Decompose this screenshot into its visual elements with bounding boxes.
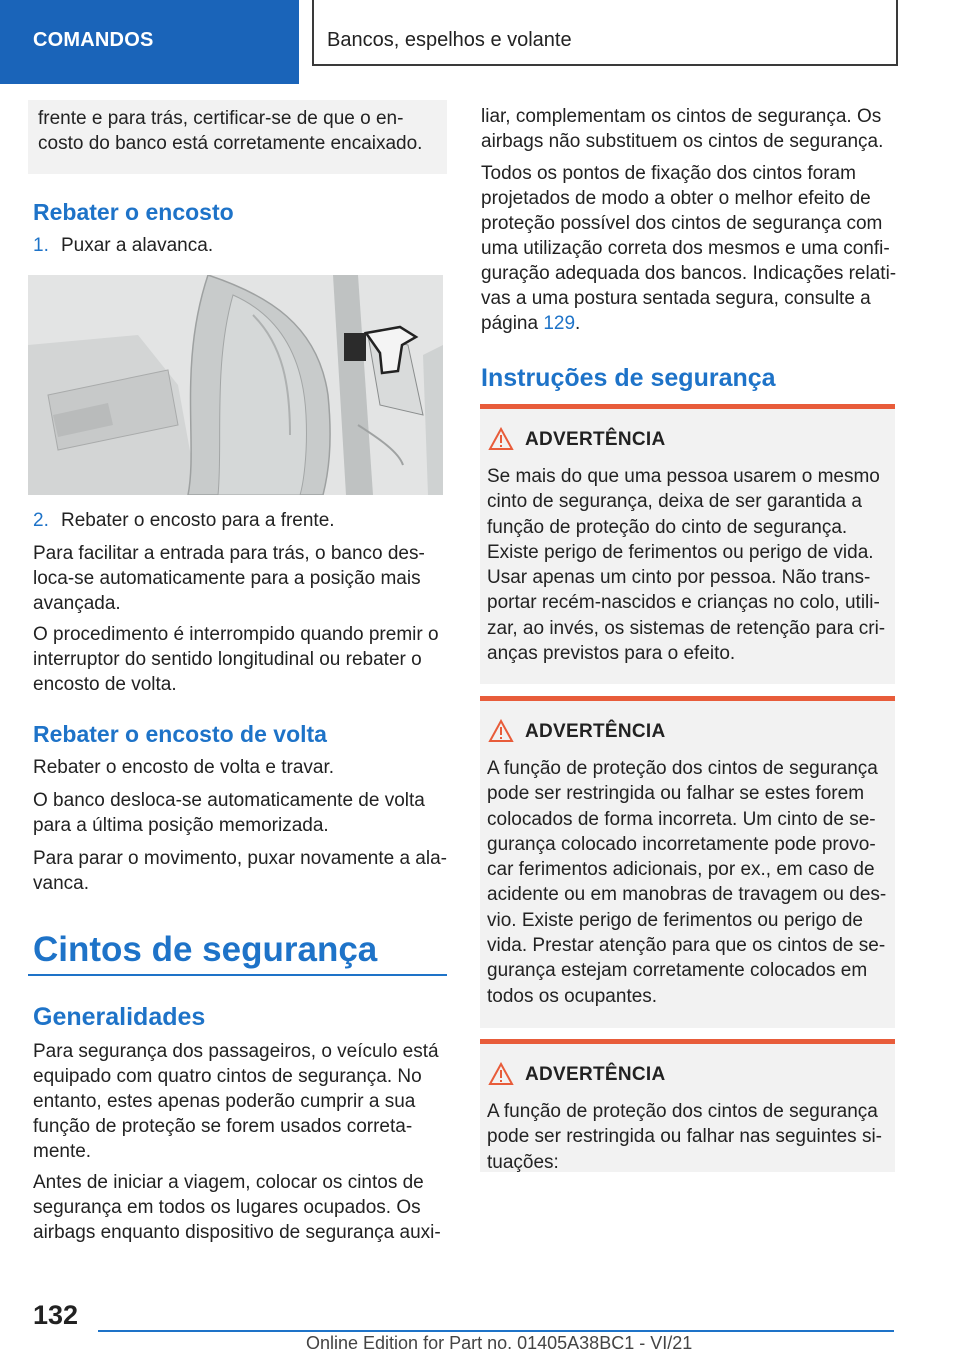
warning-label: ADVERTÊNCIA [525,429,666,450]
right-paragraph-2-text: Todos os pontos de fixação dos cintos foram projetados de modo a obter o melhor efeito de proteção possível dos cintos de segurança com uma utilização correta dos mesmos e uma confi-guração adequada dos bancos. Indicações relati-vas a uma postura sentada segura, consulte a página [481,163,897,334]
step2-number: 2. [33,510,49,531]
section-tab [0,0,299,84]
warning-text-2: A função de proteção dos cintos de segurança pode ser restringida ou falhar se estes forem colocados de forma incorreta. Um cinto de se-gurança colocado incorretamente pode provo-car ferimentos adicionais, por ex., em caso de acidente ou em manobras de travagem ou des-vio. Existe perigo de ferimentos ou perigo de vida. Prestar atenção para que os cintos de se-gurança estejam corretamente colocados em todos os ocupantes. [487,758,887,1007]
heading-rebater-volta: Rebater o encosto de volta [33,721,327,747]
seat-lever-illustration [28,275,443,495]
warning-text-3: A função de proteção dos cintos de segurança pode ser restringida ou falhar nas seguintes si-tuações: [487,1101,883,1173]
heading-generalidades: Generalidades [33,1003,206,1031]
general-paragraph-2: Antes de iniciar a viagem, colocar os cintos de segurança em todos os lugares ocupados. Os airbags enquanto dispositivo de segurança auxi- [33,1172,441,1243]
heading-underline [28,974,447,976]
chapter-header [312,0,898,66]
heading-cintos: Cintos de segurança [33,930,378,969]
warning-text-1: Se mais do que uma pessoa usarem o mesmo cinto de segurança, deixa de ser garantida a função de proteção do cinto de segurança. Existe perigo de ferimentos ou perigo de vida. Usar apenas um cinto por pessoa. Não trans-portar recém-nascidos e crianças no colo, utili-zar, ao invés, os sistemas de retenção para cri-anças previstos para o efeito. [487,466,886,665]
general-paragraph-1: Para segurança dos passageiros, o veículo está equipado com quatro cintos de segurança. No entanto, estes apenas poderão cumprir a sua função de proteção se forem usados correta-mente. [33,1041,439,1162]
right-paragraph-2-end: . [575,313,581,334]
warning-icon [488,427,514,451]
warning-box-2 [480,696,895,1028]
right-paragraph-1: liar, complementam os cintos de segurança. Os airbags não substituem os cintos de segurança. [481,106,884,152]
edition-note: Online Edition for Part no. 01405A38BC1 - VI/21 [306,1333,693,1353]
volta-paragraph-1: Rebater o encosto de volta e travar. [33,757,335,778]
footer-rule [98,1330,894,1332]
volta-paragraph-2: O banco desloca-se automaticamente de volta para a última posição memorizada. [33,790,425,836]
page-number: 132 [33,1300,79,1330]
warning-icon [488,719,514,743]
section-title: COMANDOS [33,29,154,51]
heading-rebater: Rebater o encosto [33,199,234,225]
paragraph-entry: Para facilitar a entrada para trás, o banco des-loca-se automaticamente para a posição mais avançada. [33,543,425,614]
right-paragraph-2 [481,161,899,336]
paragraph-interrupt: O procedimento é interrompido quando premir o interruptor do sentido longitudinal ou rebater o encosto de volta. [33,624,439,695]
intro-box [28,100,447,174]
step2-text: Rebater o encosto para a frente. [61,510,335,531]
warning-label: ADVERTÊNCIA [525,721,666,742]
intro-text: frente e para trás, certificar-se de que o en-costo do banco está corretamente encaixado. [38,108,423,154]
volta-paragraph-3: Para parar o movimento, puxar novamente a ala-vanca. [33,848,447,894]
chapter-title: Bancos, espelhos e volante [327,29,572,51]
warning-box-3 [480,1039,895,1172]
step1-number: 1. [33,235,49,256]
step1-text: Puxar a alavanca. [61,235,214,256]
warning-icon [488,1062,514,1086]
heading-instrucoes: Instruções de segurança [481,364,776,392]
page-link[interactable]: 129 [543,313,576,334]
warning-label: ADVERTÊNCIA [525,1064,666,1085]
warning-box-1 [480,404,895,684]
